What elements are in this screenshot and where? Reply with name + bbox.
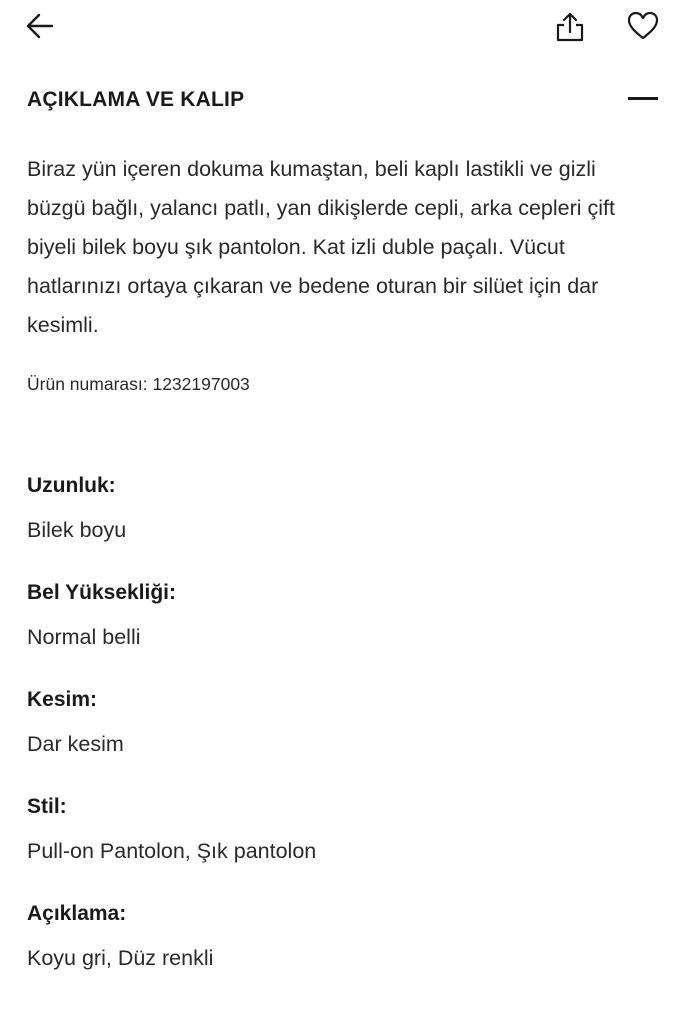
attribute-item	[27, 470, 652, 577]
attribute-label: Kesim:	[27, 688, 98, 711]
attribute-item	[27, 791, 652, 898]
minus-icon	[628, 97, 658, 100]
attribute-value: Normal belli	[27, 625, 141, 649]
attribute-item	[27, 898, 652, 1005]
attribute-value: Pull-on Pantolon, Şık pantolon	[27, 839, 317, 863]
attribute-label: Stil:	[27, 795, 67, 818]
share-button[interactable]	[554, 10, 586, 44]
attribute-item	[27, 684, 652, 791]
attribute-list	[27, 470, 652, 1005]
attribute-item	[27, 577, 652, 684]
attribute-value: Dar kesim	[27, 732, 124, 756]
section-title: AÇIKLAMA VE KALIP	[27, 88, 245, 111]
product-description: Biraz yün içeren dokuma kumaştan, beli kaplı lastikli ve gizli büzgü bağlı, yalancı patlı, yan dikişlerde cepli, arka cepleri çift biyeli bilek boyu şık pantolon. Kat izli duble paçalı. Vücut hatlarınızı ortaya çıkaran ve bedene oturan bir silüet için dar kesimli.	[27, 157, 615, 337]
heart-icon	[626, 10, 660, 42]
top-bar	[0, 0, 678, 56]
description-fit-accordion-header[interactable]	[0, 78, 678, 122]
share-icon	[554, 10, 586, 44]
attribute-label: Bel Yüksekliği:	[27, 581, 177, 604]
arrow-left-icon	[24, 10, 56, 42]
attribute-value: Koyu gri, Düz renkli	[27, 946, 214, 970]
attribute-label: Uzunluk:	[27, 474, 116, 497]
back-button[interactable]	[24, 10, 56, 42]
attribute-value: Bilek boyu	[27, 518, 127, 542]
product-number: Ürün numarası: 1232197003	[27, 374, 250, 394]
favorite-button[interactable]	[626, 10, 660, 42]
attribute-label: Açıklama:	[27, 902, 127, 925]
